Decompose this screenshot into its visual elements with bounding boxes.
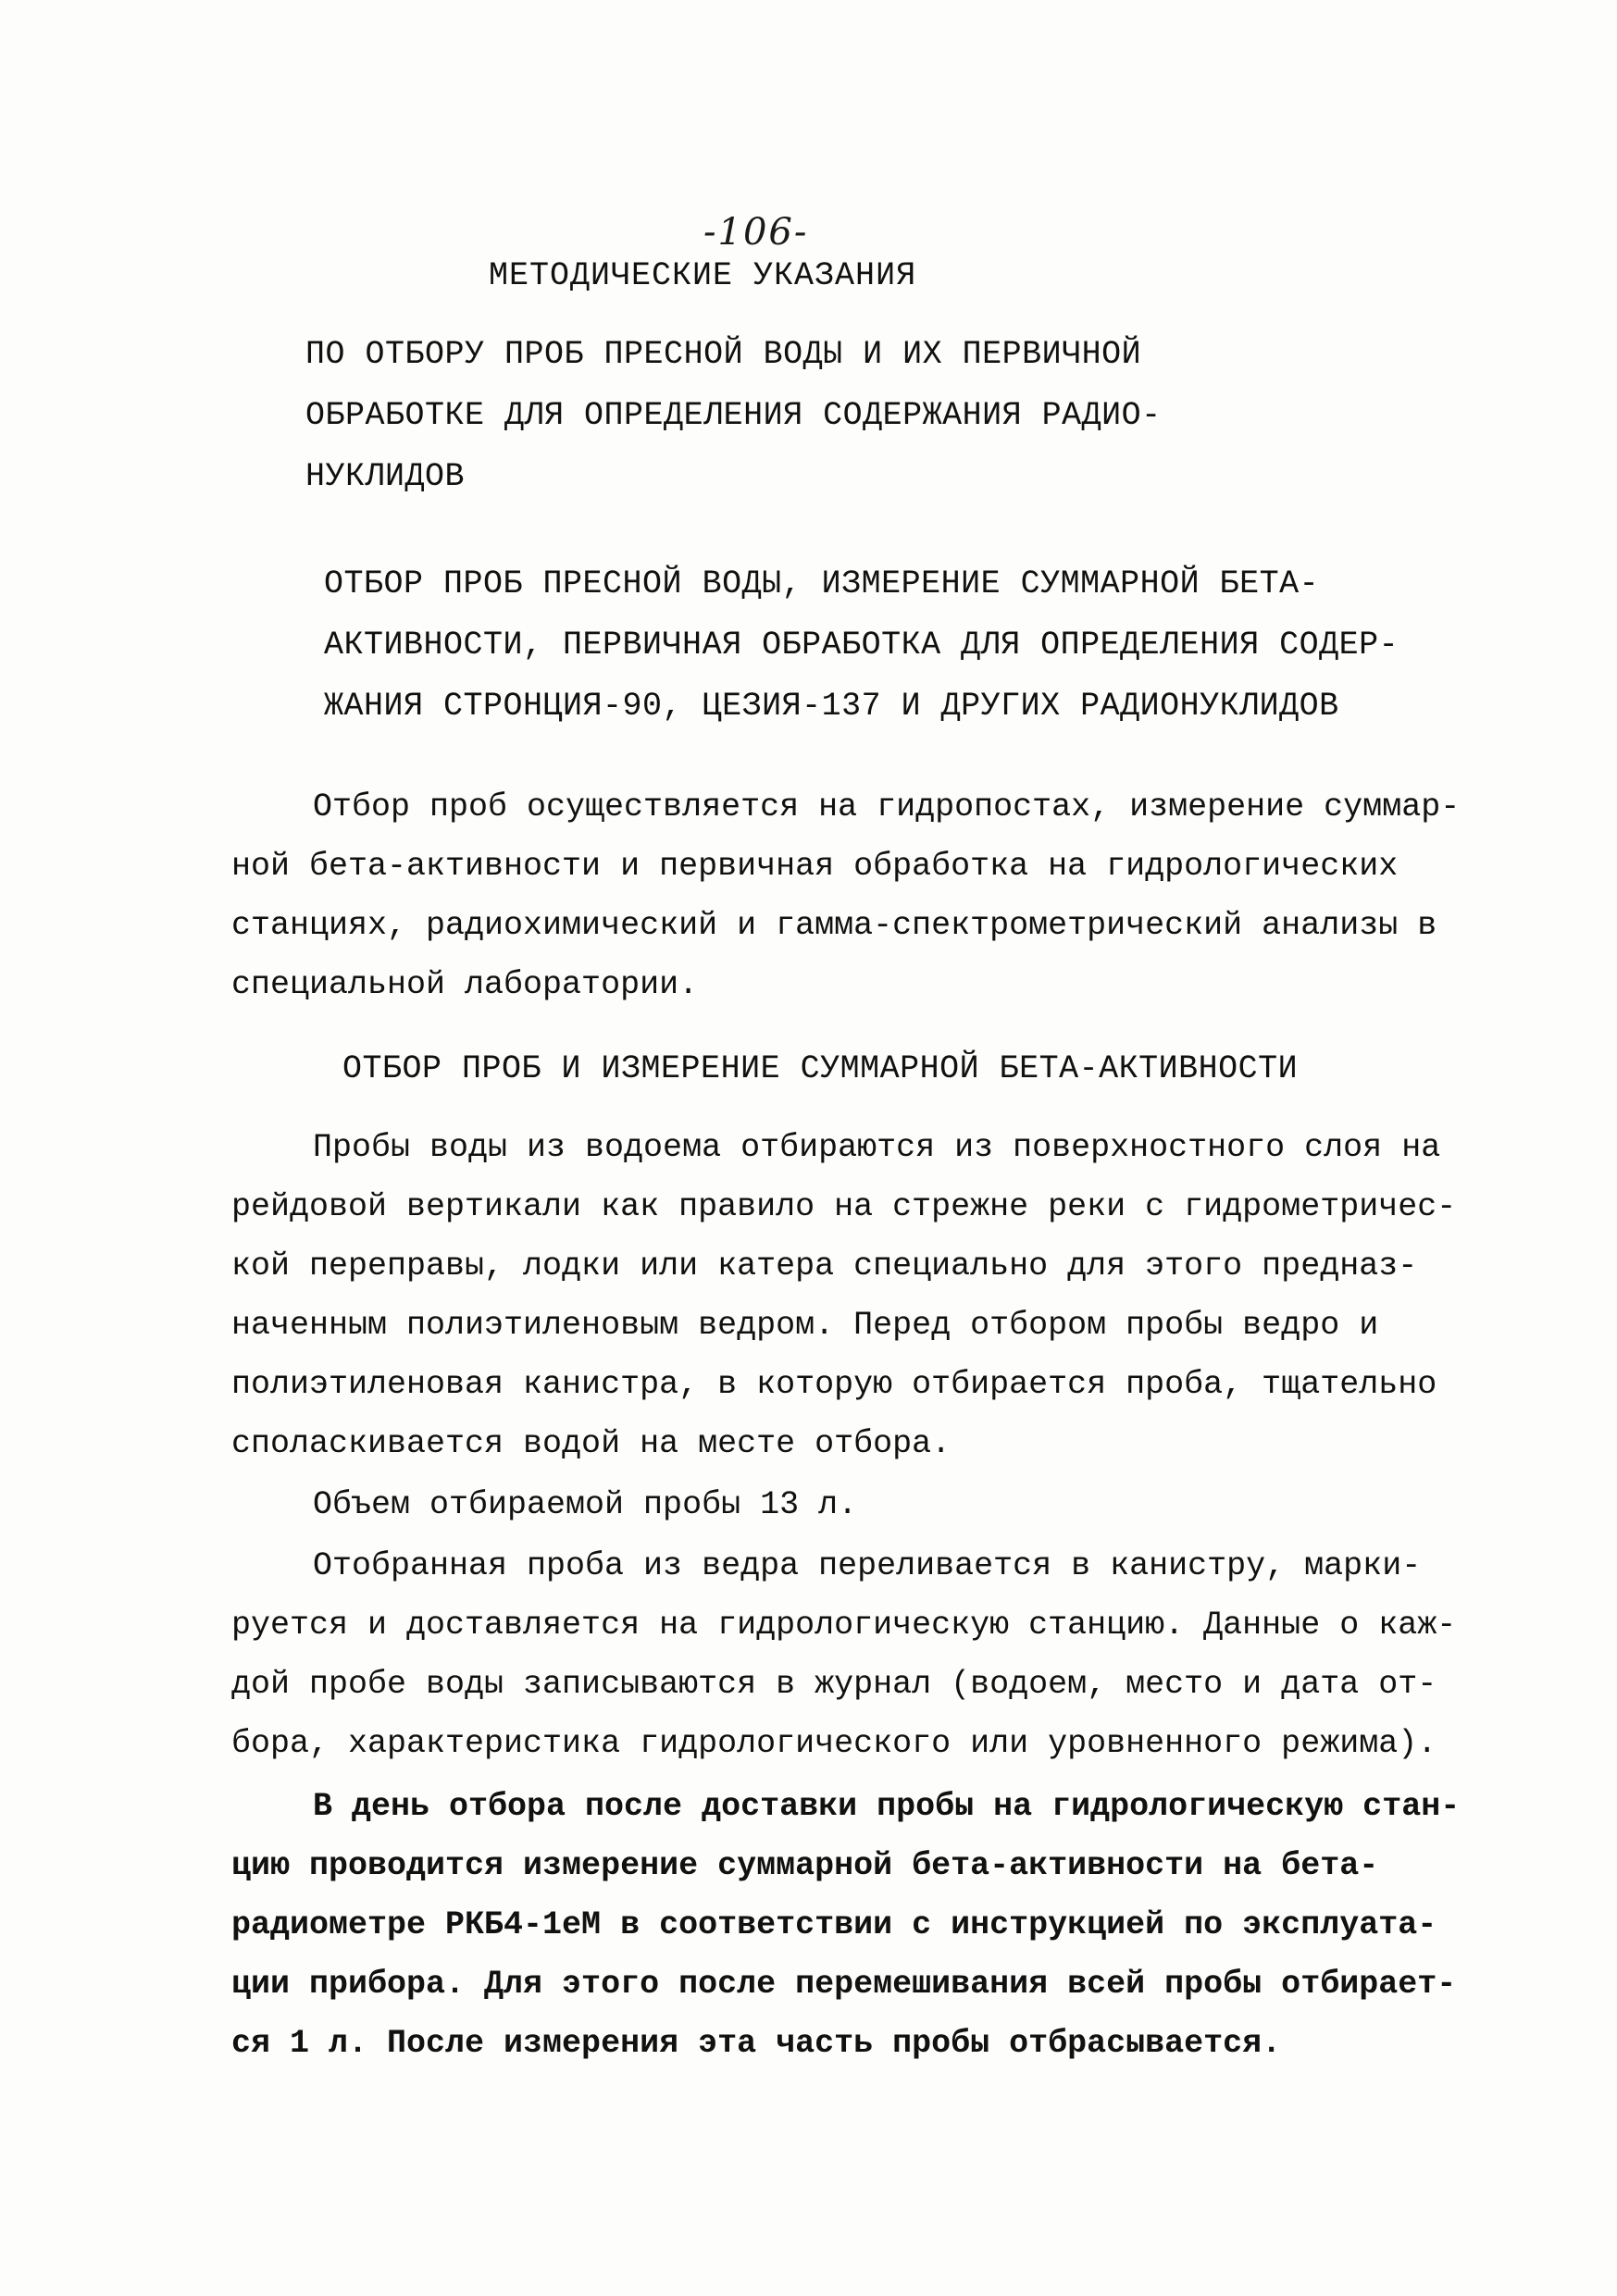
sampling-paragraph bbox=[231, 1118, 1457, 1473]
section-heading bbox=[324, 553, 1399, 737]
paragraph-line: Отбор проб осуществляется на гидропостах, измерение суммар- bbox=[313, 788, 1461, 825]
subtitle-line: ПО ОТБОРУ ПРОБ ПРЕСНОЙ ВОДЫ И ИХ ПЕРВИЧНОЙ bbox=[305, 336, 1142, 373]
section-heading-line: ОТБОР ПРОБ ПРЕСНОЙ ВОДЫ, ИЗМЕРЕНИЕ СУММАРНОЙ БЕТА- bbox=[324, 565, 1320, 602]
subtitle-line: НУКЛИДОВ bbox=[305, 458, 466, 495]
subtitle-line: ОБРАБОТКЕ ДЛЯ ОПРЕДЕЛЕНИЯ СОДЕРЖАНИЯ РАДИО- bbox=[305, 397, 1162, 434]
paragraph-line: Пробы воды из водоема отбираются из поверхностного слоя на bbox=[313, 1129, 1441, 1166]
paragraph-line: Отобранная проба из ведра переливается в канистру, марки- bbox=[313, 1547, 1422, 1584]
paragraph-line: кой переправы, лодки или катера специально для этого предназ- bbox=[231, 1247, 1418, 1285]
paragraph-line: специальной лаборатории. bbox=[231, 966, 699, 1003]
subsection-heading: ОТБОР ПРОБ И ИЗМЕРЕНИЕ СУММАРНОЙ БЕТА-АКТИВНОСТИ bbox=[342, 1050, 1299, 1087]
paragraph-line: ной бета-активности и первичная обработка на гидрологических bbox=[231, 848, 1399, 885]
intro-paragraph bbox=[231, 777, 1461, 1014]
paragraph-line: полиэтиленовая канистра, в которую отбирается проба, тщательно bbox=[231, 1366, 1437, 1403]
paragraph-line: наченным полиэтиленовым ведром. Перед отбором пробы ведро и bbox=[231, 1307, 1379, 1344]
paragraph-line: споласкивается водой на месте отбора. bbox=[231, 1425, 952, 1462]
paragraph-line: бора, характеристика гидрологического или уровненного режима). bbox=[231, 1725, 1437, 1762]
volume-paragraph bbox=[313, 1475, 1470, 1534]
paragraph-line: Объем отбираемой пробы 13 л. bbox=[313, 1486, 858, 1523]
document-subtitle bbox=[305, 324, 1162, 507]
paragraph-line: станциях, радиохимический и гамма-спектрометрический анализы в bbox=[231, 907, 1437, 944]
paragraph-line: ции прибора. Для этого после перемешивания всей пробы отбирает- bbox=[231, 1966, 1457, 2003]
document-title: МЕТОДИЧЕСКИЕ УКАЗАНИЯ bbox=[489, 257, 917, 294]
measurement-paragraph bbox=[231, 1777, 1461, 2073]
paragraph-line: В день отбора после доставки пробы на гидрологическую стан- bbox=[313, 1788, 1461, 1825]
page-number: -106- bbox=[703, 211, 809, 254]
paragraph-line: цию проводится измерение суммарной бета-активности на бета- bbox=[231, 1847, 1379, 1884]
paragraph-line: руется и доставляется на гидрологическую станцию. Данные о каж- bbox=[231, 1607, 1457, 1644]
labeling-paragraph bbox=[231, 1536, 1457, 1773]
paragraph-line: дой пробе воды записываются в журнал (водоем, место и дата от- bbox=[231, 1666, 1437, 1703]
paragraph-line: радиометре РКБ4-1еМ в соответствии с инструкцией по эксплуата- bbox=[231, 1906, 1437, 1943]
section-heading-line: АКТИВНОСТИ, ПЕРВИЧНАЯ ОБРАБОТКА ДЛЯ ОПРЕДЕЛЕНИЯ СОДЕР- bbox=[324, 627, 1399, 664]
paragraph-line: ся 1 л. После измерения эта часть пробы отбрасывается. bbox=[231, 2025, 1282, 2062]
section-heading-line: ЖАНИЯ СТРОНЦИЯ-90, ЦЕЗИЯ-137 И ДРУГИХ РАДИОНУКЛИДОВ bbox=[324, 688, 1339, 725]
paragraph-line: рейдовой вертикали как правило на стрежне реки с гидрометричес- bbox=[231, 1188, 1457, 1225]
